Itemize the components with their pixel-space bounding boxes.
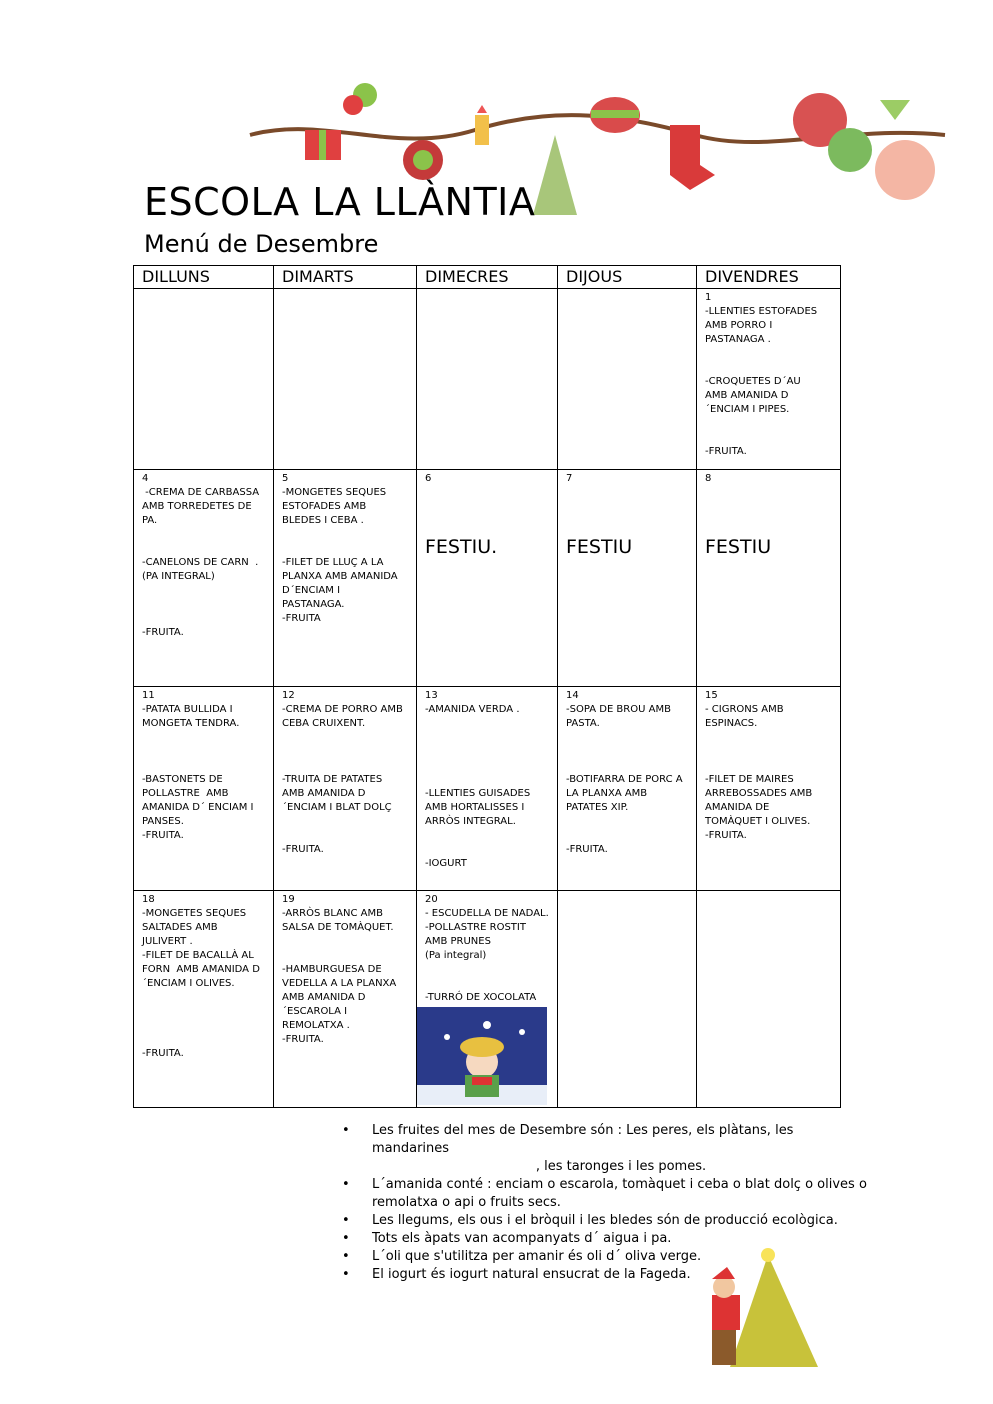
menu-dish-line: AMB PRUNES [425,936,491,947]
menu-dish-line: PASTANAGA . [705,334,771,345]
day-cell [417,470,558,687]
menu-dish-line: - CIGRONS AMB [705,704,784,715]
menu-dish-line: -CANELONS DE CARN . [142,557,259,568]
day-cell [558,687,697,891]
menu-dish-line [142,584,265,598]
menu-dish-line [425,829,549,843]
menu-dish-line: LA PLANXA AMB [566,788,648,799]
menu-dish-line: (PA INTEGRAL) [142,571,215,582]
day-cell [274,687,417,891]
day-number: 19 [282,894,295,905]
menu-dish-line [425,717,549,731]
day-number: 8 [705,473,712,484]
menu-dish-line [142,612,265,626]
menu-dish-line: AMB HORTALISSES I [425,802,525,813]
menu-dish-line [705,431,832,445]
menu-dish-line: -FRUITA. [282,1034,324,1045]
menu-dish-line [282,759,408,773]
day-cell [697,891,841,1108]
day-cell [134,891,274,1108]
menu-dish-line [425,731,549,745]
menu-dish-line [142,598,265,612]
menu-dish-line: ESTOFADES AMB [282,501,367,512]
menu-dish-line: POLLASTRE AMB [142,788,229,799]
menu-dish-line: D´ENCIAM I [282,585,341,596]
menu-dish-line [705,745,832,759]
menu-dish-line: AMANIDA D´ ENCIAM I [142,802,254,813]
day-cell [274,289,417,470]
day-cell [697,289,841,470]
menu-dish-line: AMB TORREDETES DE [142,501,252,512]
day-number: 5 [282,473,289,484]
note-item: • Les llegums, els ous i el bròquil i les bledes són de producció ecològica. [340,1212,870,1230]
day-cell [417,891,558,1108]
holiday-label: FESTIU [566,536,633,558]
menu-dish-line: -FRUITA. [566,844,608,855]
day-cell [558,891,697,1108]
week-row [134,687,841,891]
day-cell [274,470,417,687]
menu-dish-line [705,731,832,745]
menu-dish-line: -FRUITA. [142,627,184,638]
menu-dish-line: -BOTIFARRA DE PORC A [566,774,683,785]
note-item-continuation: , les taronges i les pomes. [535,1159,707,1174]
holiday-label: FESTIU. [425,536,498,558]
menu-dish-line: AMB AMANIDA D [282,992,366,1003]
menu-dish-line [566,815,688,829]
menu-dish-line [425,977,549,991]
menu-dish-line: -FRUITA. [705,446,747,457]
menu-dish-line: - ESCUDELLA DE NADAL. [425,908,549,919]
menu-dish-line [705,759,832,773]
day-cell [274,891,417,1108]
day-cell [558,289,697,470]
menu-dish-line [705,361,832,375]
menu-dish-line: -CROQUETES D´AU [705,376,801,387]
menu-dish-line: REMOLATXA . [282,1020,350,1031]
note-item: • El iogurt és iogurt natural ensucrat de la Fageda. [340,1266,870,1284]
menu-dish-line [282,935,408,949]
day-number: 13 [425,690,438,701]
menu-dish-line [142,759,265,773]
menu-dish-line [566,759,688,773]
weekday-header-row [134,266,841,289]
note-item: • Tots els àpats van acompanyats d´ aigua i pa. [340,1230,870,1248]
weekday-header-dimecres: DIMECRES [417,266,558,289]
menu-dish-line: MONGETA TENDRA. [142,718,240,729]
day-number: 6 [425,473,432,484]
menu-dish-line: SALTADES AMB [142,922,218,933]
menu-dish-line: PASTA. [566,718,600,729]
menu-dish-line [142,1005,265,1019]
menu-dish-line [142,528,265,542]
menu-dish-line: -MONGETES SEQUES [142,908,247,919]
weekday-header-dimarts: DIMARTS [274,266,417,289]
menu-dish-line: -FILET DE MAIRES [705,774,794,785]
menu-dish-line: PATATES XIP. [566,802,629,813]
menu-dish-line [705,347,832,361]
weekday-header-dilluns: DILLUNS [134,266,274,289]
menu-dish-line: -LLENTIES ESTOFADES [705,306,818,317]
menu-dish-line: -CREMA DE PORRO AMB [282,704,403,715]
day-cell [417,687,558,891]
day-number: 7 [566,473,573,484]
day-number: 11 [142,690,155,701]
day-number: 12 [282,690,295,701]
menu-dish-line [142,991,265,1005]
menu-dish-line: -BASTONETS DE [142,774,223,785]
winter-child-illustration [417,1007,547,1105]
menu-dish-line: ´ENCIAM I PIPES. [705,404,790,415]
menu-dish-line: -FILET DE BACALLÀ AL [142,950,254,961]
day-cell [558,470,697,687]
day-number: 1 [705,292,712,303]
menu-dish-line [142,731,265,745]
menu-dish-line [566,745,688,759]
day-cell [697,687,841,891]
menu-dish-line: -AMANIDA VERDA . [425,704,520,715]
note-item: • L´amanida conté : enciam o escarola, tomàquet i ceba o blat dolç o olives o remolatxa o api o fruits secs. [340,1176,870,1212]
note-item: • Les fruites del mes de Desembre són : Les peres, els plàtans, les mandarines [340,1122,870,1158]
week-row [134,289,841,470]
menu-dish-line: ARREBOSSADES AMB [705,788,813,799]
menu-dish-line: -FILET DE LLUÇ A LA [282,557,384,568]
day-cell [134,289,274,470]
menu-dish-line [142,745,265,759]
menu-dish-line: -MONGETES SEQUES [282,487,387,498]
menu-dish-line: -SOPA DE BROU AMB [566,704,671,715]
menu-dish-line [282,528,408,542]
menu-dish-line: PLANXA AMB AMANIDA [282,571,398,582]
menu-dish-line: -FRUITA. [142,830,184,841]
menu-dish-line: AMB AMANIDA D [705,390,789,401]
menu-dish-line: VEDELLA A LA PLANXA [282,978,397,989]
note-item: • L´oli que s'utilitza per amanir és oli d´ oliva verge. [340,1248,870,1266]
menu-dish-line: PA. [142,515,158,526]
menu-dish-line: AMB AMANIDA D [282,788,366,799]
menu-dish-line [282,745,408,759]
menu-dish-line: -TURRÓ DE XOCOLATA [425,992,537,1003]
menu-dish-line [566,829,688,843]
menu-dish-line [282,949,408,963]
day-cell [697,470,841,687]
menu-dish-line: TOMÀQUET I OLIVES. [705,816,811,827]
menu-dish-line: SALSA DE TOMÀQUET. [282,922,394,933]
menu-calendar-table [133,265,841,1108]
menu-dish-line: -TRUITA DE PATATES [282,774,383,785]
menu-dish-line [566,731,688,745]
menu-title: Menú de Desembre [144,230,379,258]
menu-dish-line: -POLLASTRE ROSTIT [425,922,526,933]
menu-dish-line: AMANIDA DE [705,802,770,813]
menu-dish-line: -CREMA DE CARBASSA [142,487,260,498]
menu-dish-line: AMB PORRO I [705,320,773,331]
menu-dish-line: PASTANAGA. [282,599,345,610]
week-row [134,470,841,687]
menu-dish-line: FORN AMB AMANIDA D [142,964,260,975]
menu-dish-line [425,759,549,773]
menu-dish-line [425,843,549,857]
menu-dish-line: ´ENCIAM I BLAT DOLÇ [282,802,392,813]
menu-dish-line: -PATATA BULLIDA I [142,704,233,715]
menu-dish-line [282,542,408,556]
menu-dish-line: -FRUITA [282,613,321,624]
menu-dish-line: -IOGURT [425,858,467,869]
menu-dish-line: -ARRÒS BLANC AMB [282,908,383,919]
menu-dish-line: ´ENCIAM I OLIVES. [142,978,235,989]
week-row [134,891,841,1108]
menu-dish-line: -HAMBURGUESA DE [282,964,382,975]
menu-dish-line [282,815,408,829]
menu-dish-line [142,542,265,556]
holiday-label: FESTIU [705,536,772,558]
menu-dish-line: ARRÒS INTEGRAL. [425,816,516,827]
menu-dish-line [705,417,832,431]
menu-dish-line: -FRUITA. [282,844,324,855]
day-cell [134,470,274,687]
weekday-header-divendres: DIVENDRES [697,266,841,289]
day-cell [417,289,558,470]
menu-dish-line: -FRUITA. [705,830,747,841]
menu-dish-line: PANSES. [142,816,184,827]
day-number: 4 [142,473,149,484]
day-cell [134,687,274,891]
menu-dish-line: ´ESCAROLA I [282,1006,348,1017]
menu-dish-line [425,963,549,977]
menu-dish-line: -FRUITA. [142,1048,184,1059]
menu-dish-line [425,773,549,787]
menu-dish-line [142,1033,265,1047]
menu-dish-line: -LLENTIES GUISADES [425,788,531,799]
day-number: 20 [425,894,438,905]
day-number: 15 [705,690,718,701]
menu-dish-line [142,1019,265,1033]
menu-dish-line [282,829,408,843]
menu-dish-line: ESPINACS. [705,718,758,729]
day-number: 18 [142,894,155,905]
menu-dish-line: BLEDES I CEBA . [282,515,364,526]
menu-dish-line: CEBA CRUIXENT. [282,718,366,729]
menu-dish-line: JULIVERT . [142,936,193,947]
school-name: ESCOLA LA LLÀNTIA [144,180,536,224]
weekday-header-dijous: DIJOUS [558,266,697,289]
menu-dish-line [282,731,408,745]
menu-dish-line: (Pa integral) [425,950,487,961]
menu-dish-line [425,745,549,759]
christmas-tree-elf-decoration [700,1245,825,1385]
day-number: 14 [566,690,579,701]
